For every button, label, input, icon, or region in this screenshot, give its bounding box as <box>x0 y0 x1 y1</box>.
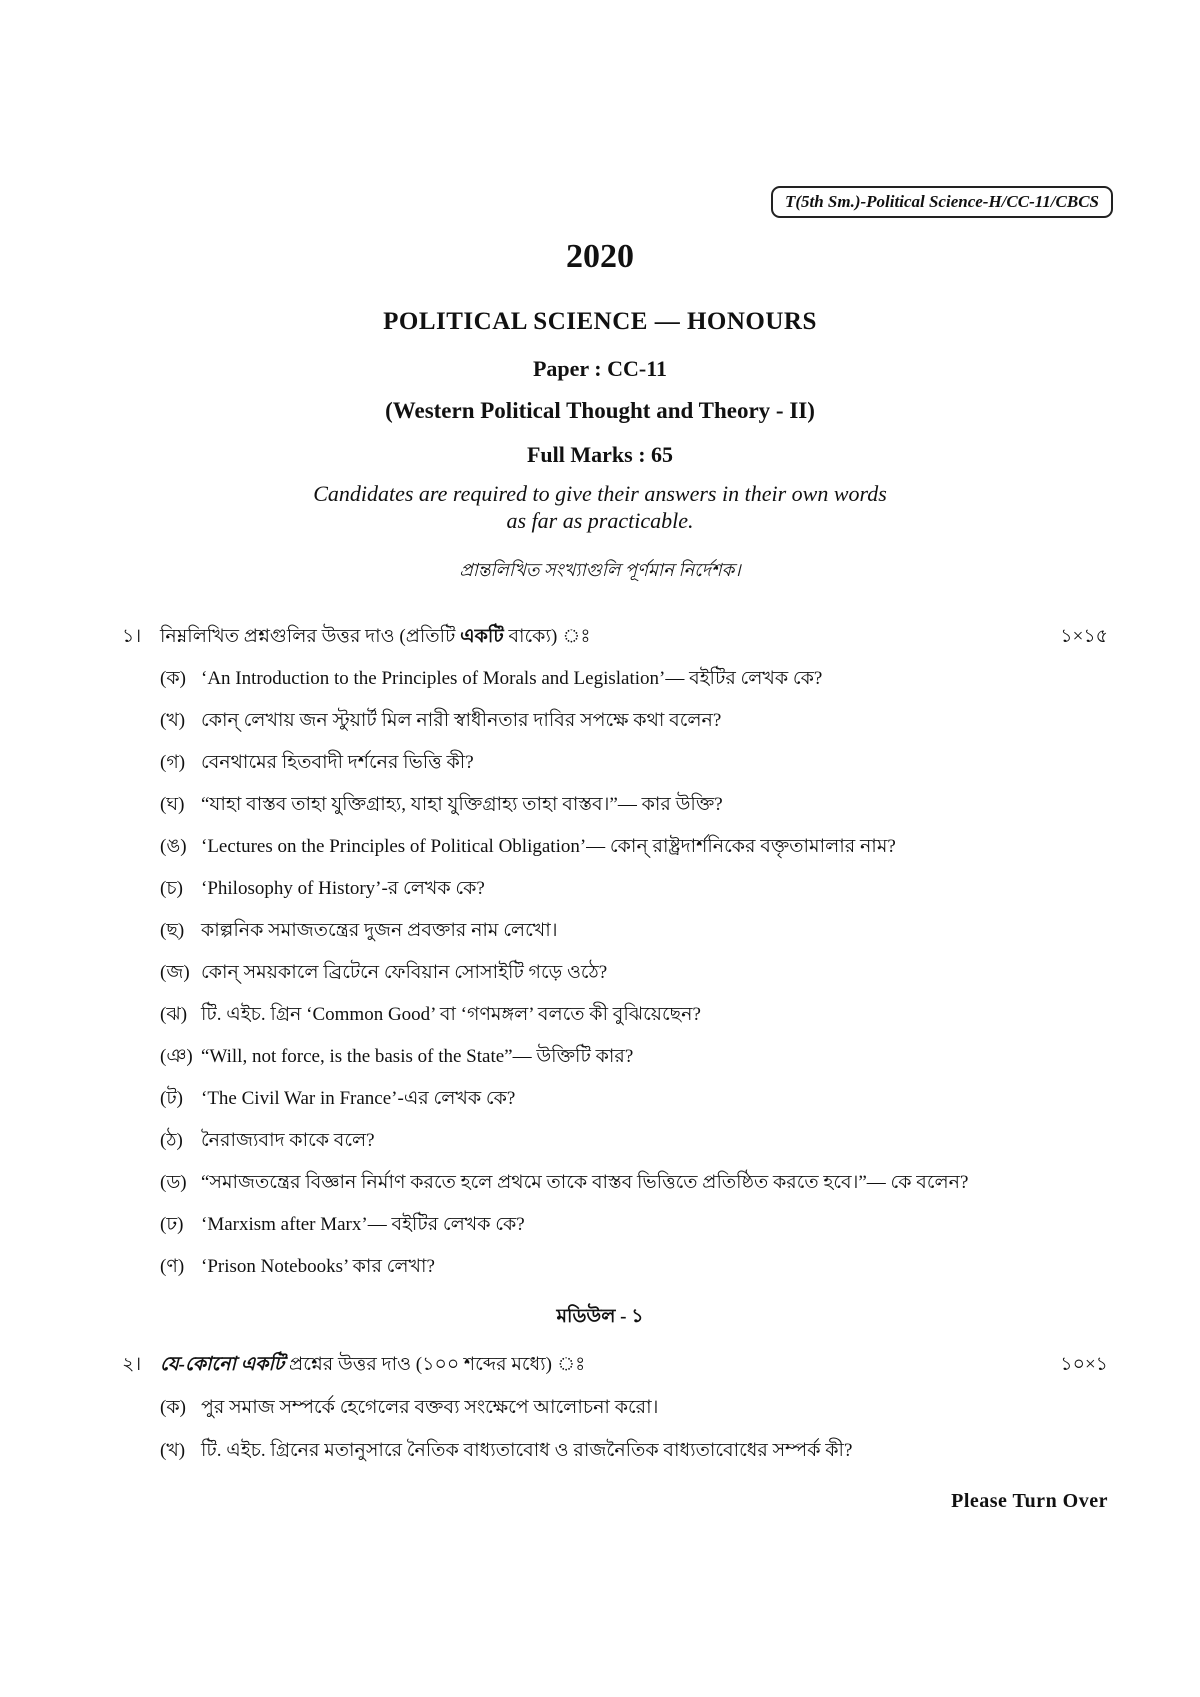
question-text-part: প্রশ্নের উত্তর দাও (১০০ শব্দের মধ্যে) ঃ <box>284 1354 586 1375</box>
item-label: (চ) <box>160 878 183 899</box>
item-label: (ট) <box>160 1088 184 1109</box>
item-text: কাল্পনিক সমাজতন্ত্রের দুজন প্রবক্তার নাম লেখো। <box>201 920 558 941</box>
item-label: (ঙ) <box>160 836 187 857</box>
paper-code-box: T(5th Sm.)-Political Science-H/CC-11/CBCS <box>771 186 1113 218</box>
item-text: ‘Lectures on the Principles of Political Obligation’— কোন্ রাষ্ট্রদার্শনিকের বক্তৃতামালার নাম? <box>201 836 896 857</box>
module-heading: মডিউল - ১ <box>556 1306 644 1327</box>
item-text: নৈরাজ্যবাদ কাকে বলে? <box>201 1130 375 1151</box>
question-text-emphasis: যে-কোনো একটি <box>160 1354 285 1375</box>
question-text <box>160 622 590 654</box>
question-number: ২। <box>122 1354 142 1375</box>
item-text: পুর সমাজ সম্পর্কে হেগেলের বক্তব্য সংক্ষেপে আলোচনা করো। <box>201 1397 659 1418</box>
item-label: (ছ) <box>160 920 185 941</box>
question-text <box>160 1350 585 1382</box>
item-text: “যাহা বাস্তব তাহা যুক্তিগ্রাহ্য, যাহা যুক্তিগ্রাহ্য তাহা বাস্তব।”— কার উক্তি? <box>201 794 723 815</box>
item-label: (খ) <box>160 1440 186 1461</box>
item-label: (খ) <box>160 710 186 731</box>
item-text: বেনথামের হিতবাদী দর্শনের ভিত্তি কী? <box>201 752 474 773</box>
subject-title: POLITICAL SCIENCE — HONOURS <box>383 308 817 335</box>
question-text-part: নিম্নলিখিত প্রশ্নগুলির উত্তর দাও (প্রতিটি <box>160 626 461 647</box>
question-marks: ১×১৫ <box>1060 626 1108 647</box>
item-label: (ঝ) <box>160 1004 188 1025</box>
item-label: (ক) <box>160 1397 186 1418</box>
question-marks: ১০×১ <box>1060 1354 1108 1375</box>
item-label: (জ) <box>160 962 190 983</box>
item-text: ‘Prison Notebooks’ কার লেখা? <box>201 1256 435 1277</box>
exam-year: 2020 <box>566 238 634 275</box>
item-label: (গ) <box>160 752 186 773</box>
instruction-line-1: Candidates are required to give their answers in their own words <box>313 481 887 506</box>
item-label: (ঠ) <box>160 1130 183 1151</box>
item-text: টি. এইচ. গ্রিন ‘Common Good’ বা ‘গণমঙ্গল’ বলতে কী বুঝিয়েছেন? <box>201 1004 701 1025</box>
full-marks: Full Marks : 65 <box>526 442 674 467</box>
question-number: ১। <box>122 626 142 647</box>
course-title: (Western Political Thought and Theory - II) <box>385 398 815 423</box>
item-label: (ঞ) <box>160 1046 193 1067</box>
question-text-emphasis: একটি <box>460 626 504 647</box>
item-text: ‘The Civil War in France’-এর লেখক কে? <box>201 1088 516 1109</box>
item-text: টি. এইচ. গ্রিনের মতানুসারে নৈতিক বাধ্যতাবোধ ও রাজনৈতিক বাধ্যতাবোধের সম্পর্ক কী? <box>201 1440 853 1461</box>
item-label: (ঘ) <box>160 794 185 815</box>
marks-note: প্রান্তলিখিত সংখ্যাগুলি পূর্ণমান নির্দেশক। <box>459 560 741 580</box>
item-text: কোন্ সময়কালে ব্রিটেনে ফেবিয়ান সোসাইটি গড়ে ওঠে? <box>201 962 608 983</box>
item-text: “Will, not force, is the basis of the State”— উক্তিটি কার? <box>201 1046 634 1067</box>
item-text: ‘Philosophy of History’-র লেখক কে? <box>201 878 485 899</box>
item-label: (ণ) <box>160 1256 185 1277</box>
item-text: “সমাজতন্ত্রের বিজ্ঞান নির্মাণ করতে হলে প্রথমে তাকে বাস্তব ভিত্তিতে প্রতিষ্ঠিত করতে হবে।”— কে বলেন? <box>201 1172 969 1193</box>
please-turn-over: Please Turn Over <box>951 1490 1108 1512</box>
instruction-line-2: as far as practicable. <box>506 508 694 533</box>
item-label: (ঢ) <box>160 1214 184 1235</box>
item-text: ‘An Introduction to the Principles of Morals and Legislation’— বইটির লেখক কে? <box>201 668 823 689</box>
question-text-part: বাক্যে) ঃ <box>503 626 591 647</box>
instructions <box>0 480 1200 534</box>
paper-code: Paper : CC-11 <box>532 356 668 381</box>
item-label: (ড) <box>160 1172 187 1193</box>
item-text: ‘Marxism after Marx’— বইটির লেখক কে? <box>201 1214 525 1235</box>
item-text: কোন্ লেখায় জন স্টুয়ার্ট মিল নারী স্বাধীনতার দাবির সপক্ষে কথা বলেন? <box>201 710 722 731</box>
item-label: (ক) <box>160 668 186 689</box>
